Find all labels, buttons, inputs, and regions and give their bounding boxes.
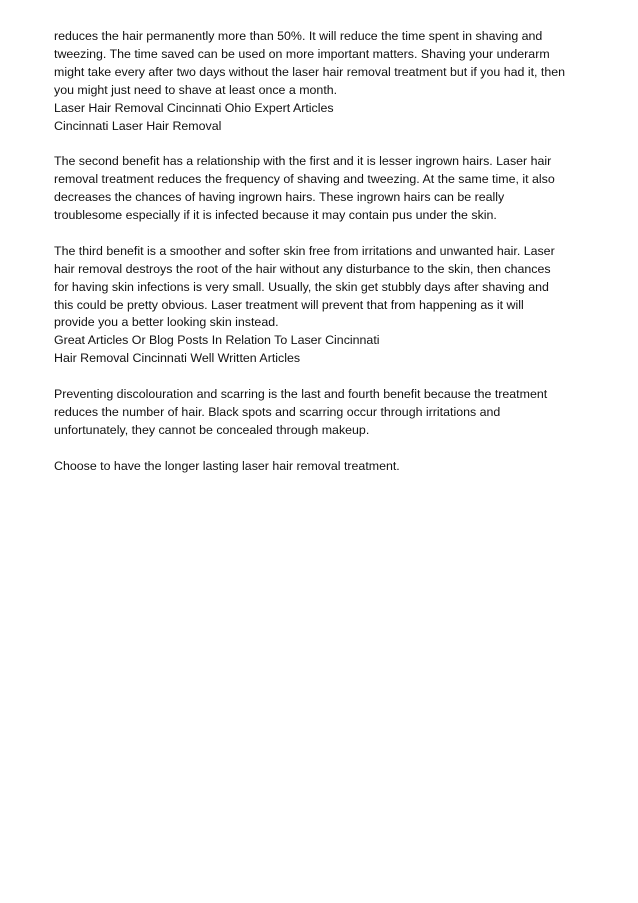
text-line: decreases the chances of having ingrown hairs. These ingrown hairs can be really — [54, 190, 505, 205]
text-line: reduces the hair permanently more than 50%. It will reduce the time spent in shaving and — [54, 29, 543, 43]
text-line: unfortunately, they cannot be concealed through makeup. — [54, 422, 370, 437]
text-line: for having skin infections is very small. Usually, the skin get stubbly days after shaving and — [54, 279, 549, 294]
text-line: this could be pretty obvious. Laser treatment will prevent that from happening as it will — [54, 297, 524, 312]
text-line: Preventing discolouration and scarring is the last and fourth benefit because the treatment — [54, 387, 548, 402]
text-line: troublesome especially if it is infected because it may contain pus under the skin. — [54, 208, 497, 223]
text-line: The second benefit has a relationship with the first and it is lesser ingrown hairs. Laser hair — [54, 154, 552, 169]
paragraph-4 — [54, 386, 589, 440]
text-line: Cincinnati Laser Hair Removal — [54, 118, 222, 133]
paragraph-5 — [54, 458, 589, 476]
text-line: The third benefit is a smoother and softer skin free from irritations and unwanted hair. Laser — [54, 243, 555, 258]
text-line: tweezing. The time saved can be used on more important matters. Shaving your underarm — [54, 46, 550, 61]
document-body — [54, 28, 589, 476]
paragraph-3 — [54, 243, 589, 368]
text-line: Laser Hair Removal Cincinnati Ohio Expert Articles — [54, 100, 334, 115]
text-line: you might just need to shave at least once a month. — [54, 82, 338, 97]
text-line: Great Articles Or Blog Posts In Relation To Laser Cincinnati — [54, 333, 380, 348]
paragraph-2 — [54, 153, 589, 225]
text-line: reduces the number of hair. Black spots and scarring occur through irritations and — [54, 404, 501, 419]
text-line: Choose to have the longer lasting laser hair removal treatment. — [54, 458, 400, 473]
text-line: removal treatment reduces the frequency of shaving and tweezing. At the same time, it also — [54, 172, 555, 187]
text-line: provide you a better looking skin instead. — [54, 315, 279, 330]
text-line: hair removal destroys the root of the hair without any disturbance to the skin, then chances — [54, 261, 551, 276]
text-line: Hair Removal Cincinnati Well Written Articles — [54, 351, 301, 366]
text-line: might take every after two days without the laser hair removal treatment but if you had it, then — [54, 64, 566, 79]
paragraph-1 — [54, 28, 589, 135]
